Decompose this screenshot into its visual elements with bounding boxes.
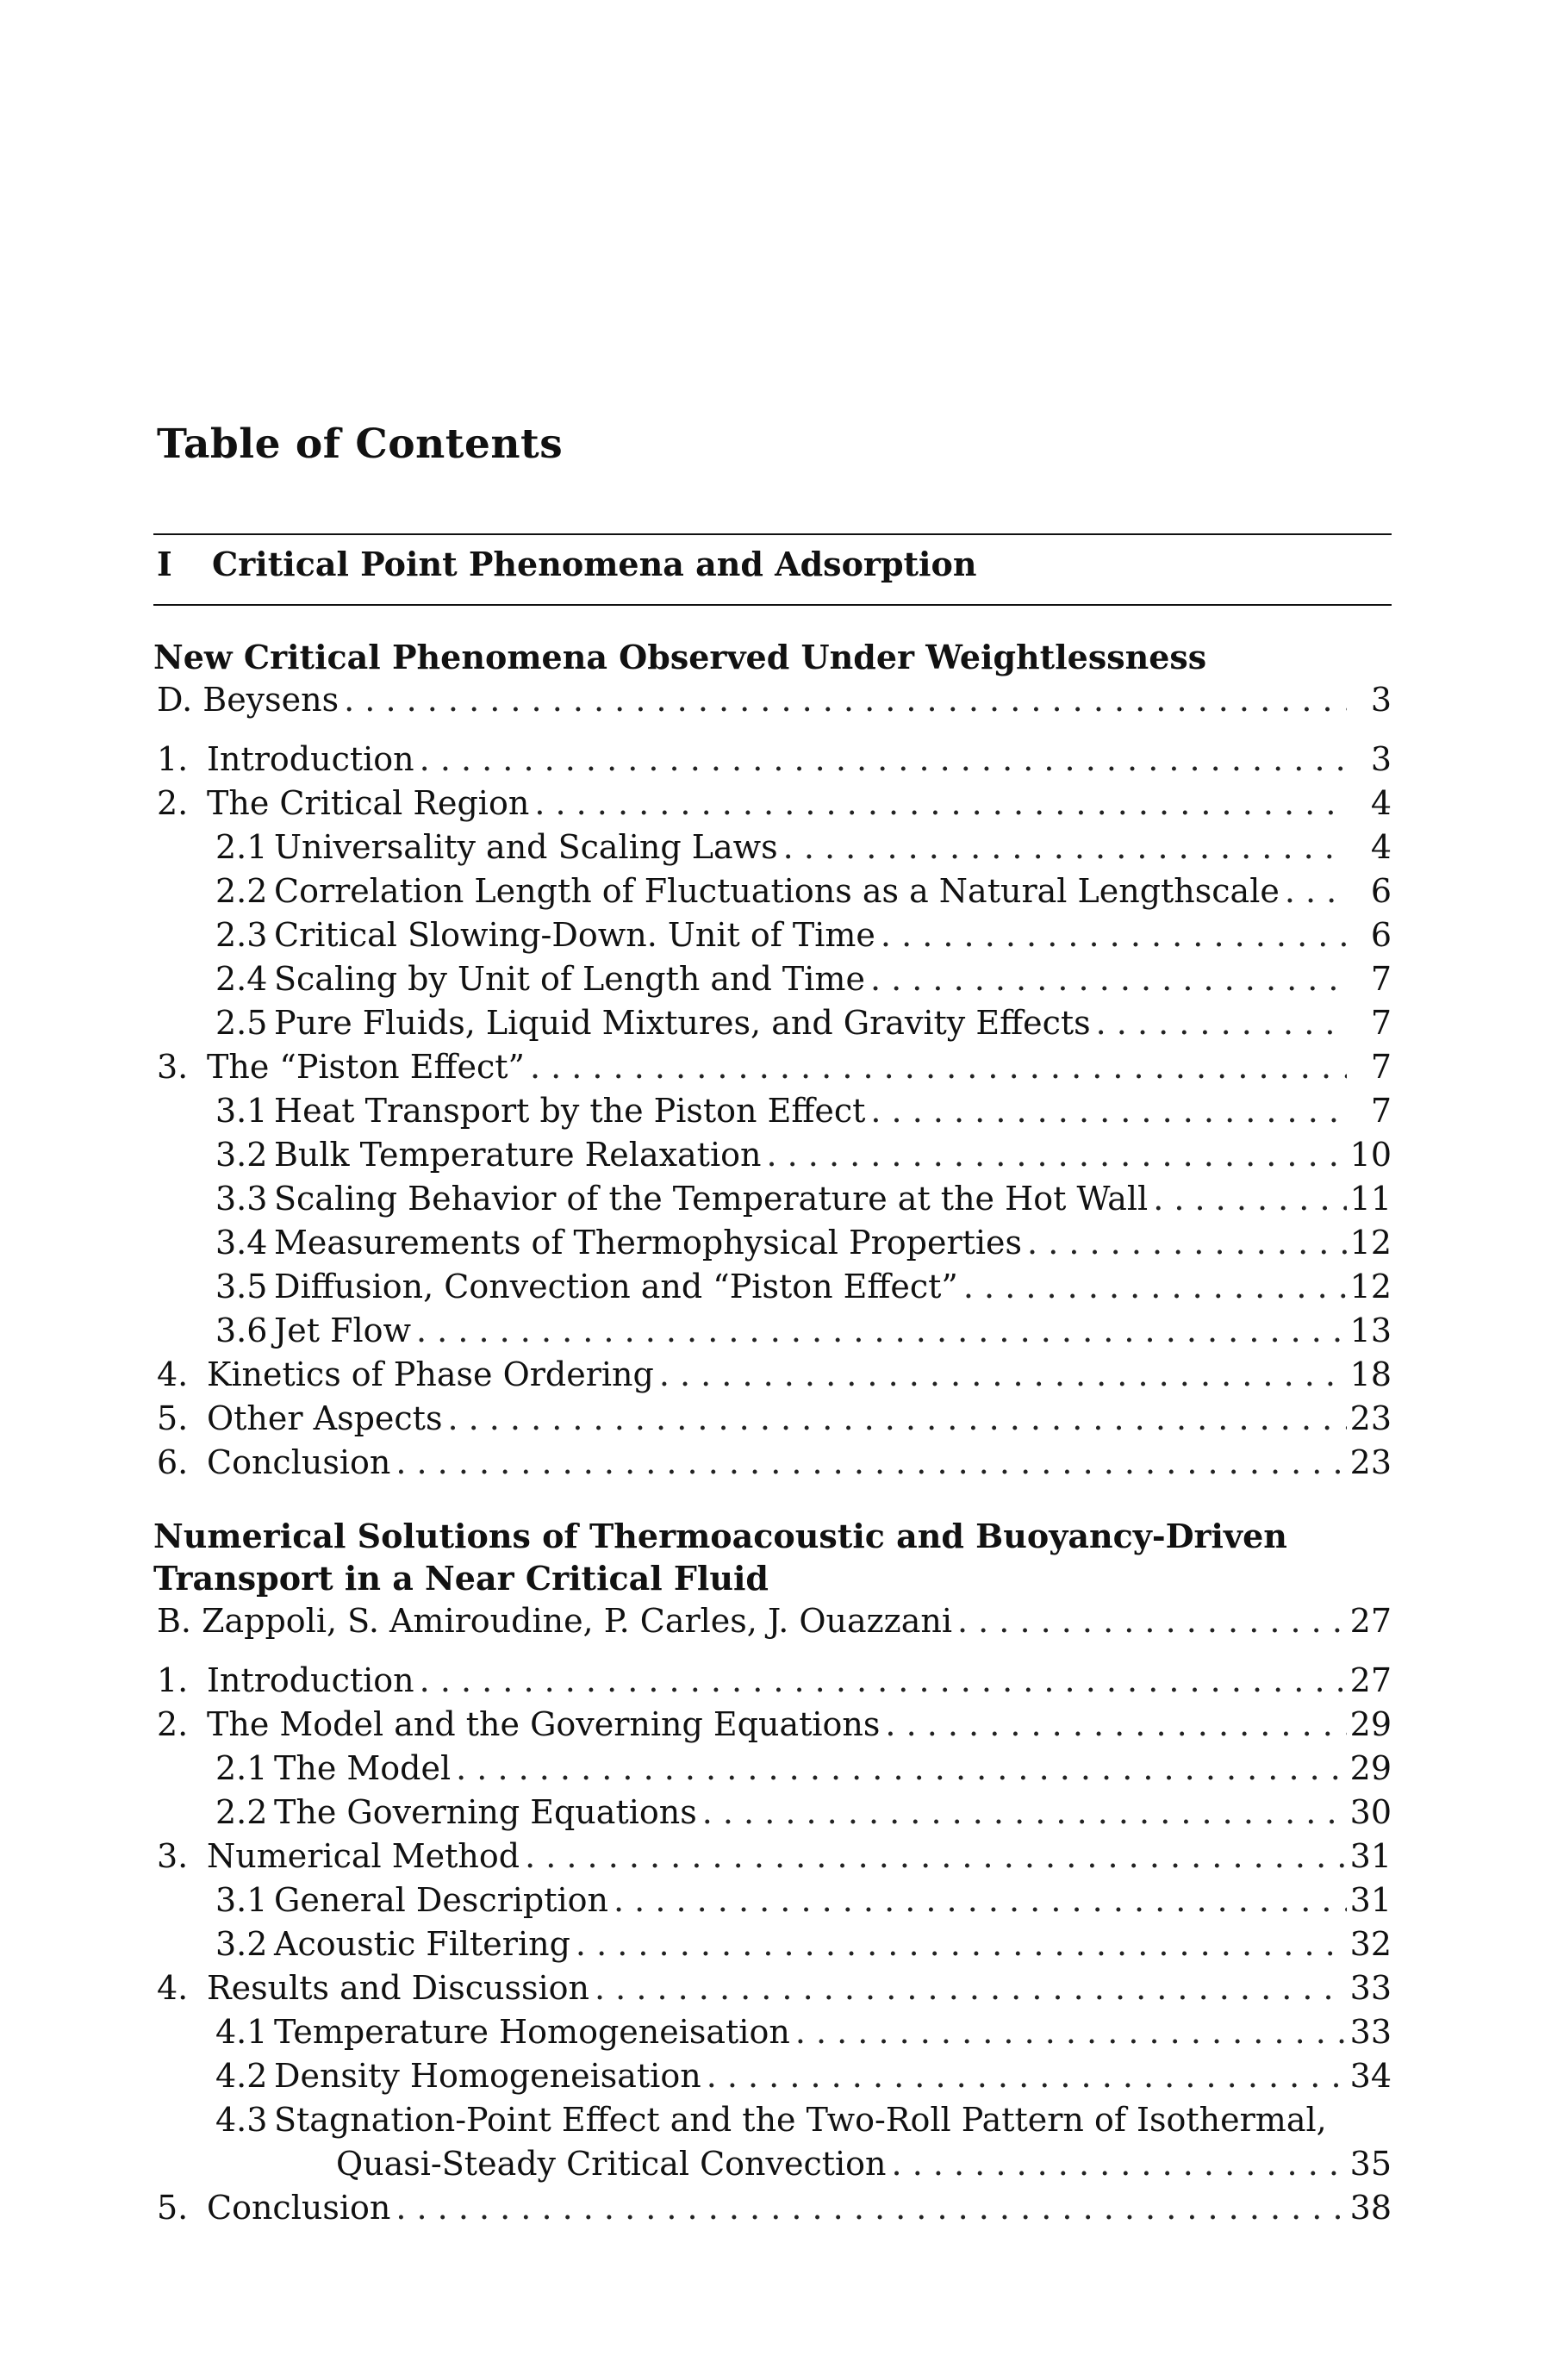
dot-leader — [414, 738, 1347, 782]
chapter-title: Numerical Solutions of Thermoacoustic and Buoyancy-Driven — [153, 1517, 1287, 1555]
dot-leader — [1091, 1001, 1347, 1045]
chapter-title: New Critical Phenomena Observed Under Weightlessness — [153, 638, 1207, 676]
chapter-authors: D. Beysens — [157, 681, 339, 719]
page-number: 23 — [1349, 1443, 1392, 1481]
toc-entry — [153, 1045, 1392, 1089]
dot-leader — [761, 1133, 1347, 1177]
page-number: 31 — [1349, 1881, 1392, 1919]
toc-entry — [153, 2186, 1392, 2230]
part-title: Critical Point Phenomena and Adsorption — [212, 545, 977, 583]
dot-leader — [1148, 1177, 1347, 1221]
entry-number: 2.2 — [215, 1793, 268, 1831]
toc-entry — [153, 869, 1392, 913]
entry-number: 4.2 — [215, 2057, 268, 2095]
page-number: 7 — [1370, 1004, 1392, 1042]
dot-leader — [411, 1309, 1347, 1353]
toc-entry — [153, 1397, 1392, 1441]
entry-title: Diffusion, Convection and “Piston Effect” — [274, 1268, 958, 1305]
dot-leader — [865, 957, 1347, 1001]
entry-number: 4. — [157, 1355, 189, 1393]
toc-entry — [153, 1133, 1392, 1177]
entry-title: Conclusion — [207, 2189, 391, 2227]
toc-entry — [153, 1966, 1392, 2010]
part-rule-top — [153, 533, 1392, 535]
entry-title: Measurements of Thermophysical Properties — [274, 1224, 1023, 1262]
page-number: 33 — [1349, 1969, 1392, 2007]
entry-title: Other Aspects — [207, 1399, 443, 1437]
entry-title: Conclusion — [207, 1443, 391, 1481]
entry-title: General Description — [274, 1881, 609, 1919]
entry-title: Jet Flow — [274, 1311, 411, 1349]
dot-leader — [570, 1922, 1347, 1966]
dot-leader — [451, 1747, 1347, 1791]
entry-title: The Model and the Governing Equations — [207, 1705, 881, 1743]
chapter-authors: B. Zappoli, S. Amiroudine, P. Carles, J. Ouazzani — [157, 1602, 952, 1640]
dot-leader — [952, 1599, 1347, 1643]
page-number: 27 — [1349, 1602, 1392, 1640]
entry-title: Bulk Temperature Relaxation — [274, 1136, 762, 1174]
entry-number: 3.6 — [215, 1311, 268, 1349]
entry-title: The Model — [274, 1749, 452, 1787]
chapter-title: Transport in a Near Critical Fluid — [153, 1559, 769, 1598]
entry-number: 3.3 — [215, 1180, 268, 1218]
dot-leader — [608, 1878, 1347, 1922]
toc-entry — [153, 1922, 1392, 1966]
dot-leader — [414, 1659, 1347, 1703]
entry-number: 2.2 — [215, 872, 268, 910]
page-number: 6 — [1370, 916, 1392, 954]
entry-number: 2.3 — [215, 916, 268, 954]
chapter-1 — [153, 636, 1392, 1485]
entry-title: Heat Transport by the Piston Effect — [274, 1092, 866, 1130]
page-number: 23 — [1349, 1399, 1392, 1437]
toc-entry — [153, 738, 1392, 782]
dot-leader — [875, 913, 1347, 957]
entry-title: Temperature Homogeneisation — [274, 2013, 790, 2051]
toc-entry — [153, 2054, 1392, 2098]
part-rule-bottom — [153, 604, 1392, 606]
page-number: 31 — [1349, 1837, 1392, 1875]
page-number: 12 — [1349, 1224, 1392, 1262]
entry-number: 4.1 — [215, 2013, 268, 2051]
entry-title: Introduction — [207, 740, 414, 778]
entry-number: 2. — [157, 1705, 189, 1743]
entry-number: 6. — [157, 1443, 189, 1481]
part-number: I — [157, 545, 172, 583]
part-heading — [157, 545, 976, 583]
chapter-authors-row — [153, 678, 1392, 722]
dot-leader — [887, 2142, 1347, 2186]
toc-entry — [153, 1221, 1392, 1265]
chapter-2 — [153, 1515, 1392, 2230]
entry-number: 2.1 — [215, 828, 268, 866]
entry-title: Correlation Length of Fluctuations as a Natural Lengthscale — [274, 872, 1280, 910]
dot-leader — [520, 1835, 1347, 1878]
page-number: 29 — [1349, 1705, 1392, 1743]
entry-title: The Critical Region — [207, 784, 530, 822]
chapter-authors-row — [153, 1599, 1392, 1643]
entry-title: The “Piston Effect” — [207, 1048, 525, 1086]
page-number: 12 — [1349, 1268, 1392, 1305]
page-number: 7 — [1370, 1092, 1392, 1130]
toc-entry — [153, 1441, 1392, 1485]
page-number: 3 — [1370, 740, 1392, 778]
entry-number: 1. — [157, 1661, 189, 1699]
entry-number: 2. — [157, 784, 189, 822]
entry-number: 5. — [157, 2189, 189, 2227]
dot-leader — [865, 1089, 1347, 1133]
entry-number: 3.2 — [215, 1925, 268, 1963]
page-number: 13 — [1349, 1311, 1392, 1349]
dot-leader — [390, 2186, 1347, 2230]
entry-title: The Governing Equations — [274, 1793, 697, 1831]
page-title: Table of Contents — [157, 421, 564, 468]
toc-entry — [153, 2142, 1392, 2186]
dot-leader — [1280, 869, 1347, 913]
toc-entry — [153, 1747, 1392, 1791]
toc-entry — [153, 1177, 1392, 1221]
toc-entry — [153, 1353, 1392, 1397]
entry-title: Pure Fluids, Liquid Mixtures, and Gravity Effects — [274, 1004, 1091, 1042]
page-number: 38 — [1349, 2189, 1392, 2227]
entry-number: 3.1 — [215, 1881, 268, 1919]
dot-leader — [1022, 1221, 1347, 1265]
page-number: 11 — [1349, 1180, 1392, 1218]
entry-title: Results and Discussion — [207, 1969, 589, 2007]
entry-title: Scaling by Unit of Length and Time — [274, 960, 865, 998]
page-number: 32 — [1349, 1925, 1392, 1963]
entry-title: Introduction — [207, 1661, 414, 1699]
toc-entry — [153, 1089, 1392, 1133]
toc-entry — [153, 913, 1392, 957]
entry-number: 1. — [157, 740, 189, 778]
entry-title: Acoustic Filtering — [274, 1925, 570, 1963]
entry-title: Numerical Method — [207, 1837, 520, 1875]
page-number: 4 — [1370, 784, 1392, 822]
toc-entry — [153, 1791, 1392, 1835]
dot-leader — [529, 782, 1347, 826]
page-number: 35 — [1349, 2145, 1392, 2183]
toc-entry — [153, 1309, 1392, 1353]
dot-leader — [790, 2010, 1347, 2054]
entry-number: 2.4 — [215, 960, 268, 998]
toc-entry — [153, 1835, 1392, 1878]
dot-leader — [525, 1045, 1347, 1089]
entry-number: 2.5 — [215, 1004, 268, 1042]
page-number: 27 — [1349, 1661, 1392, 1699]
entry-number: 3.5 — [215, 1268, 268, 1305]
dot-leader — [390, 1441, 1347, 1485]
page-number: 3 — [1370, 681, 1392, 719]
dot-leader — [880, 1703, 1347, 1747]
page-number: 30 — [1349, 1793, 1392, 1831]
page-number: 34 — [1349, 2057, 1392, 2095]
page-number: 29 — [1349, 1749, 1392, 1787]
toc-entry — [153, 1265, 1392, 1309]
toc-entry — [153, 782, 1392, 826]
page-number: 6 — [1370, 872, 1392, 910]
entry-number: 3.2 — [215, 1136, 268, 1174]
entry-title: Universality and Scaling Laws — [274, 828, 778, 866]
entry-title: Kinetics of Phase Ordering — [207, 1355, 654, 1393]
toc-entry — [153, 2010, 1392, 2054]
entry-number: 5. — [157, 1399, 189, 1437]
dot-leader — [339, 678, 1347, 722]
dot-leader — [442, 1397, 1347, 1441]
page-number: 7 — [1370, 1048, 1392, 1086]
toc-entry — [153, 1878, 1392, 1922]
entry-title: Stagnation-Point Effect and the Two-Roll Pattern of Isothermal, — [274, 2101, 1327, 2139]
page-number: 18 — [1349, 1355, 1392, 1393]
dot-leader — [701, 2054, 1347, 2098]
page-number: 7 — [1370, 960, 1392, 998]
entry-number: 2.1 — [215, 1749, 268, 1787]
entry-title: Scaling Behavior of the Temperature at the Hot Wall — [274, 1180, 1149, 1218]
dot-leader — [589, 1966, 1347, 2010]
entry-number: 3.1 — [215, 1092, 268, 1130]
toc-entry — [153, 2098, 1392, 2142]
entry-number: 3.4 — [215, 1224, 268, 1262]
entry-number: 4.3 — [215, 2101, 268, 2139]
dot-leader — [697, 1791, 1347, 1835]
toc-entry — [153, 1703, 1392, 1747]
entry-title: Critical Slowing-Down. Unit of Time — [274, 916, 875, 954]
toc-entry — [153, 826, 1392, 869]
entry-number: 3. — [157, 1837, 189, 1875]
dot-leader — [778, 826, 1347, 869]
dot-leader — [654, 1353, 1347, 1397]
toc-entry — [153, 1659, 1392, 1703]
toc-entry — [153, 1001, 1392, 1045]
entry-title: Quasi-Steady Critical Convection — [336, 2145, 887, 2183]
entry-title: Density Homogeneisation — [274, 2057, 701, 2095]
entry-number: 4. — [157, 1969, 189, 2007]
entry-number: 3. — [157, 1048, 189, 1086]
toc-entry — [153, 957, 1392, 1001]
dot-leader — [958, 1265, 1347, 1309]
page-number: 10 — [1349, 1136, 1392, 1174]
page-number: 33 — [1349, 2013, 1392, 2051]
page-number: 4 — [1370, 828, 1392, 866]
